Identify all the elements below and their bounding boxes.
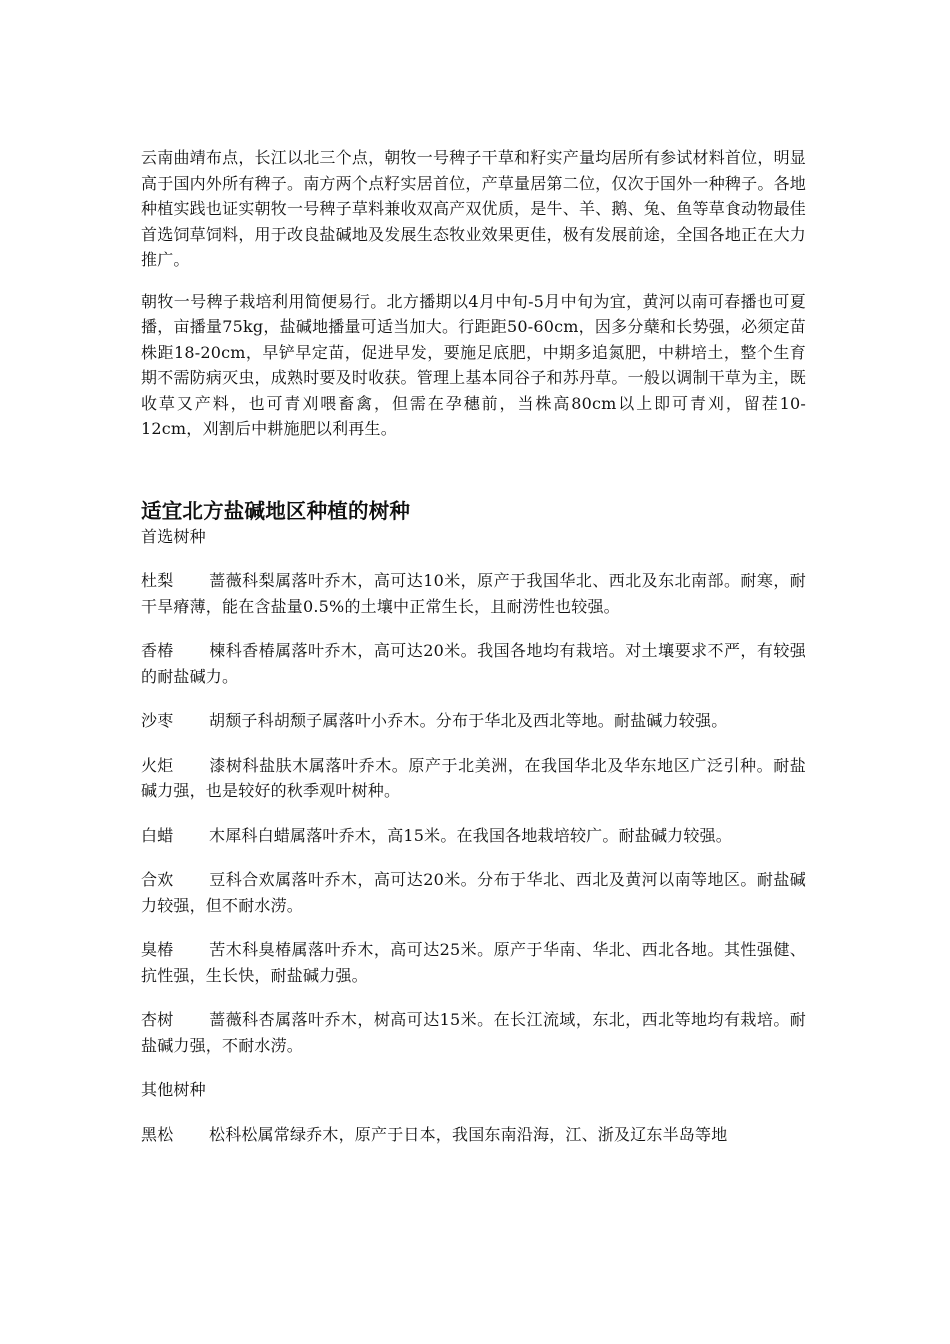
- tree-entry: [141, 568, 806, 619]
- tree-name: 杏树: [141, 1010, 174, 1029]
- tree-desc: 楝科香椿属落叶乔木，高可达20米。我国各地均有栽培。对土壤要求不严，有较强的耐盐碱力。: [141, 641, 806, 686]
- tree-name: 沙枣: [141, 711, 174, 730]
- tree-desc: 蔷薇科梨属落叶乔木，高可达10米，原产于我国华北、西北及东北南部。耐寒，耐干旱瘠薄，能在含盐量0.5%的土壤中正常生长，且耐涝性也较强。: [141, 571, 806, 616]
- tree-name: 黑松: [141, 1124, 174, 1144]
- tree-desc: 苦木科臭椿属落叶乔木，高可达25米。原产于华南、华北、西北各地。其性强健、抗性强，生长快，耐盐碱力强。: [141, 940, 806, 985]
- intro-paragraph-1: 云南曲靖布点，长江以北三个点，朝牧一号稗子干草和籽实产量均居所有参试材料首位，明显高于国内外所有稗子。南方两个点籽实居首位，产草量居第二位，仅次于国外一种稗子。各地种植实践也证实朝牧一号稗子草料兼收双高产双优质，是牛、羊、鹅、兔、鱼等草食动物最佳首选饲草饲料，用于改良盐碱地及发展生态牧业效果更佳，极有发展前途，全国各地正在大力推广。: [141, 148, 806, 269]
- tree-entry: [141, 708, 806, 734]
- tree-entry: [141, 1122, 806, 1148]
- tree-name: 臭椿: [141, 940, 174, 959]
- tree-name: 白蜡: [141, 825, 174, 845]
- tree-desc: 松科松属常绿乔木，原产于日本，我国东南沿海，江、浙及辽东半岛等地: [209, 1124, 728, 1144]
- tree-entry: [141, 753, 806, 804]
- tree-entry: [141, 823, 806, 849]
- intro-paragraph-2: 朝牧一号稗子栽培利用简便易行。北方播期以4月中旬-5月中旬为宜，黄河以南可春播也可夏播，亩播量75kg，盐碱地播量可适当加大。行距距50-60cm，因多分蘖和长势强，必须定苗株距18-20cm，早铲早定苗，促进早发，要施足底肥，中期多追氮肥，中耕培土，整个生育期不需防病灭虫，成熟时要及时收获。管理上基本同谷子和苏丹草。一般以调制干草为主，既收草又产料，也可青刈喂畜禽，但需在孕穗前，当株高80cm以上即可青刈，留茬10-12cm，刈割后中耕施肥以利再生。: [141, 291, 806, 438]
- tree-desc: 木犀科白蜡属落叶乔木，高15米。在我国各地栽培较广。耐盐碱力较强。: [209, 825, 732, 845]
- other-trees-label: 其他树种: [141, 1080, 206, 1099]
- tree-name: 香椿: [141, 641, 174, 660]
- section-title: 适宜北方盐碱地区种植的树种: [141, 498, 411, 523]
- tree-name: 合欢: [141, 870, 174, 889]
- tree-entry: [141, 1007, 806, 1058]
- tree-entry: [141, 638, 806, 689]
- document-page: [141, 145, 806, 1166]
- tree-name: 火炬: [141, 755, 174, 775]
- tree-desc: 蔷薇科杏属落叶乔木，树高可达15米。在长江流域，东北，西北等地均有栽培。耐盐碱力强，不耐水涝。: [141, 1010, 806, 1055]
- tree-entry: [141, 867, 806, 918]
- tree-name: 杜梨: [141, 571, 174, 590]
- tree-desc: 豆科合欢属落叶乔木，高可达20米。分布于华北、西北及黄河以南等地区。耐盐碱力较强，但不耐水涝。: [141, 870, 806, 915]
- tree-entry: [141, 937, 806, 988]
- tree-desc: 漆树科盐肤木属落叶乔木。原产于北美洲，在我国华北及华东地区广泛引种。耐盐碱力强，也是较好的秋季观叶树种。: [141, 755, 806, 800]
- tree-desc: 胡颓子科胡颓子属落叶小乔木。分布于华北及西北等地。耐盐碱力较强。: [209, 711, 728, 730]
- section-subtitle: 首选树种: [141, 526, 206, 546]
